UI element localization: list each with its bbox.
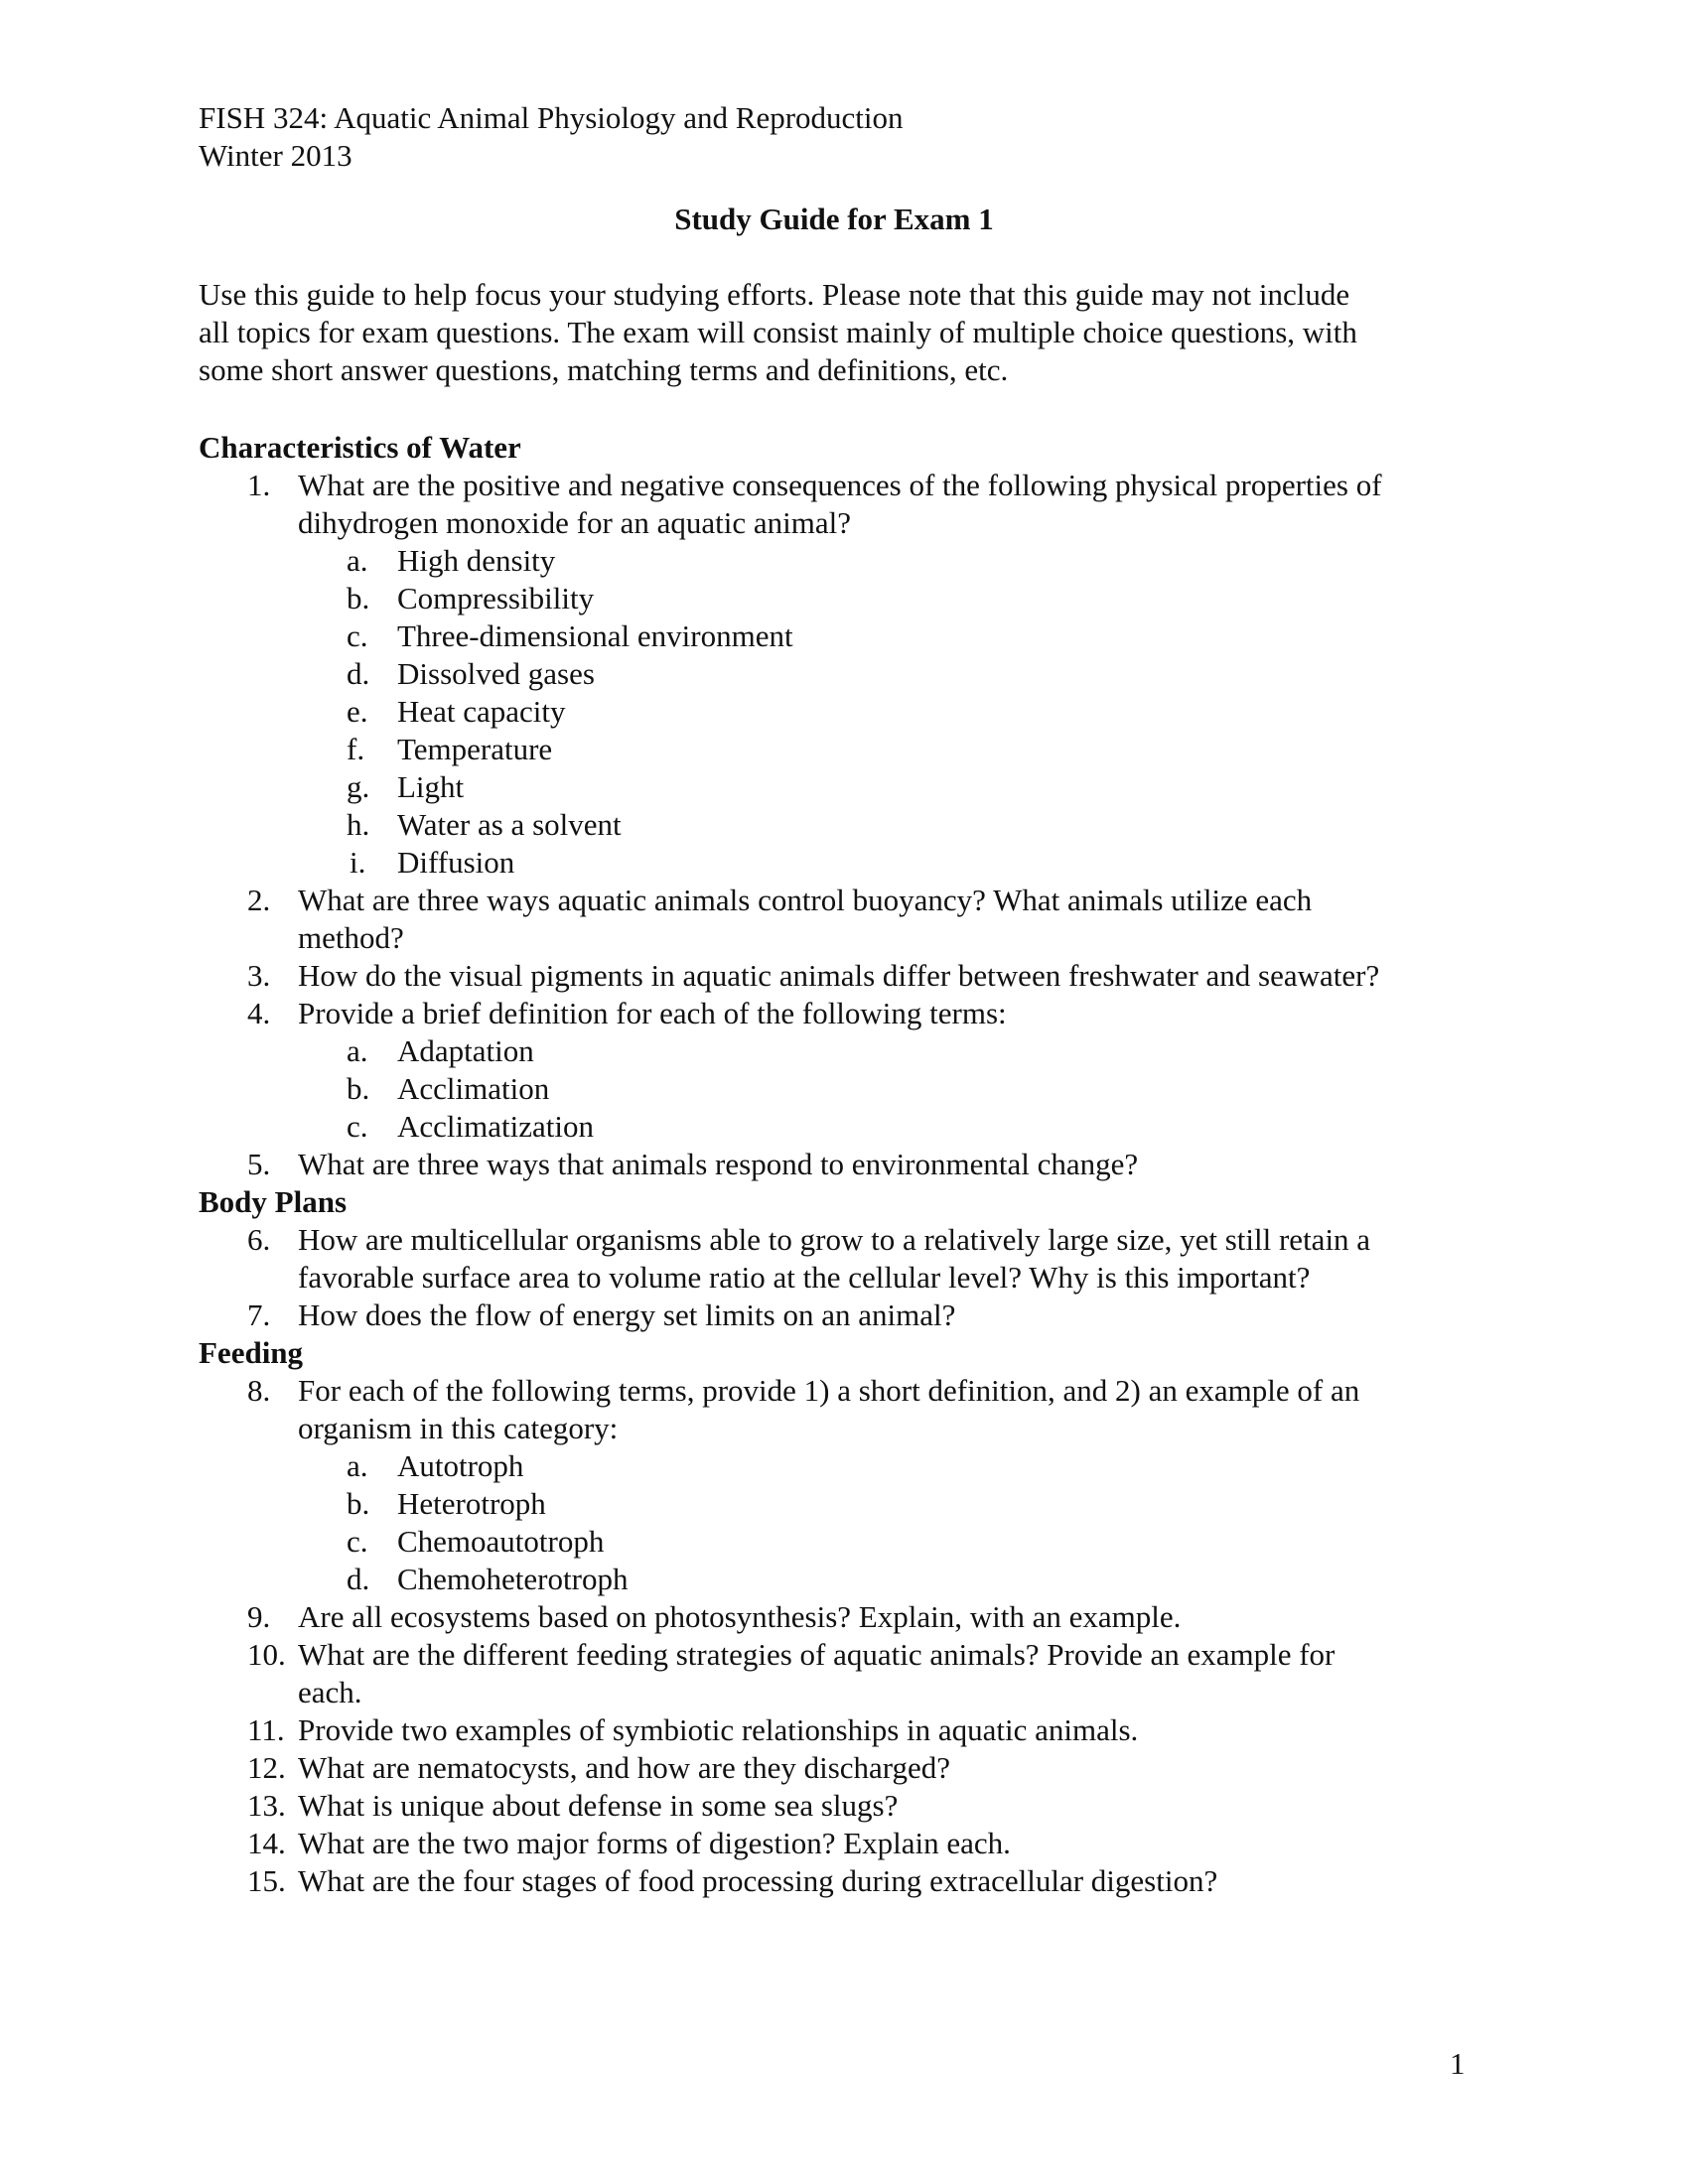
subitem-text: Chemoheterotroph	[397, 1562, 629, 1596]
subitem-letter: e.	[347, 694, 368, 729]
subitem-letter: f.	[347, 732, 365, 766]
subitem-text: High density	[397, 543, 556, 578]
subitem-text: Chemoautotroph	[397, 1524, 605, 1559]
question-text: What are three ways aquatic animals control buoyancy? What animals utilize each	[298, 883, 1313, 917]
question-number: 3.	[247, 958, 271, 993]
subitem-letter: c.	[347, 1524, 368, 1559]
question-text: Provide a brief definition for each of the following terms:	[298, 996, 1007, 1030]
subitem-text: Heat capacity	[397, 694, 566, 729]
subitem-letter: g.	[347, 769, 370, 804]
question-number: 2.	[247, 883, 271, 917]
question-number: 4.	[247, 996, 271, 1030]
question-text: For each of the following terms, provide 1) a short definition, and 2) an example of an	[298, 1373, 1360, 1408]
subitem-text: Temperature	[397, 732, 553, 766]
question-number: 5.	[247, 1147, 271, 1181]
subitem-text: Three-dimensional environment	[397, 618, 793, 653]
section-heading-body-plans: Body Plans	[199, 1184, 348, 1219]
intro-line: all topics for exam questions. The exam will consist mainly of multiple choice questions, with	[199, 315, 1357, 349]
question-text: What are the two major forms of digestion? Explain each.	[298, 1826, 1011, 1860]
question-number: 11.	[247, 1712, 285, 1747]
page-title: Study Guide for Exam 1	[674, 202, 994, 236]
question-text: dihydrogen monoxide for an aquatic animal?	[298, 505, 851, 540]
page-number: 1	[1450, 2046, 1466, 2081]
intro-line: Use this guide to help focus your studying efforts. Please note that this guide may not include	[199, 277, 1350, 312]
subitem-letter: a.	[347, 1033, 368, 1068]
subitem-text: Light	[397, 769, 465, 804]
subitem-text: Acclimatization	[397, 1109, 594, 1144]
subitem-letter: d.	[347, 656, 370, 691]
subitem-text: Heterotroph	[397, 1486, 546, 1521]
subitem-text: Autotroph	[397, 1448, 524, 1483]
subitem-letter: h.	[347, 807, 370, 842]
question-text: How are multicellular organisms able to grow to a relatively large size, yet still retain a	[298, 1222, 1371, 1257]
question-text: What is unique about defense in some sea slugs?	[298, 1788, 899, 1823]
subitem-letter: b.	[347, 581, 370, 615]
section-heading-feeding: Feeding	[199, 1335, 304, 1370]
term: Winter 2013	[199, 138, 352, 173]
subitem-letter: c.	[347, 1109, 368, 1144]
question-text: How does the flow of energy set limits on an animal?	[298, 1297, 956, 1332]
subitem-letter: a.	[347, 543, 368, 578]
question-text: What are the positive and negative consequences of the following physical properties of	[298, 468, 1382, 502]
question-text: organism in this category:	[298, 1411, 619, 1445]
intro-line: some short answer questions, matching terms and definitions, etc.	[199, 352, 1009, 387]
question-text: each.	[298, 1675, 362, 1709]
question-text: How do the visual pigments in aquatic animals differ between freshwater and seawater?	[298, 958, 1380, 993]
subitem-letter: b.	[347, 1071, 370, 1106]
subitem-letter: d.	[347, 1562, 370, 1596]
question-number: 10.	[247, 1637, 286, 1672]
question-number: 15.	[247, 1863, 286, 1898]
question-text: What are the different feeding strategies of aquatic animals? Provide an example for	[298, 1637, 1336, 1672]
question-number: 6.	[247, 1222, 271, 1257]
subitem-text: Adaptation	[397, 1033, 534, 1068]
question-number: 12.	[247, 1750, 286, 1785]
subitem-text: Compressibility	[397, 581, 595, 615]
subitem-letter: c.	[347, 618, 368, 653]
subitem-letter: a.	[347, 1448, 368, 1483]
subitem-text: Water as a solvent	[397, 807, 622, 842]
course-title: FISH 324: Aquatic Animal Physiology and Reproduction	[199, 100, 904, 135]
subitem-text: Diffusion	[397, 845, 515, 880]
question-text: method?	[298, 920, 404, 955]
question-text: favorable surface area to volume ratio at the cellular level? Why is this important?	[298, 1260, 1311, 1295]
question-number: 14.	[247, 1826, 286, 1860]
subitem-letter: i.	[350, 845, 366, 880]
subitem-text: Acclimation	[397, 1071, 550, 1106]
question-number: 7.	[247, 1297, 271, 1332]
question-text: Provide two examples of symbiotic relationships in aquatic animals.	[298, 1712, 1139, 1747]
question-number: 9.	[247, 1599, 271, 1634]
question-number: 8.	[247, 1373, 271, 1408]
subitem-letter: b.	[347, 1486, 370, 1521]
question-number: 13.	[247, 1788, 286, 1823]
question-text: What are the four stages of food processing during extracellular digestion?	[298, 1863, 1218, 1898]
section-heading-water: Characteristics of Water	[199, 430, 521, 465]
question-text: What are three ways that animals respond to environmental change?	[298, 1147, 1139, 1181]
question-text: Are all ecosystems based on photosynthesis? Explain, with an example.	[298, 1599, 1182, 1634]
question-number: 1.	[247, 468, 271, 502]
question-text: What are nematocysts, and how are they discharged?	[298, 1750, 951, 1785]
subitem-text: Dissolved gases	[397, 656, 595, 691]
